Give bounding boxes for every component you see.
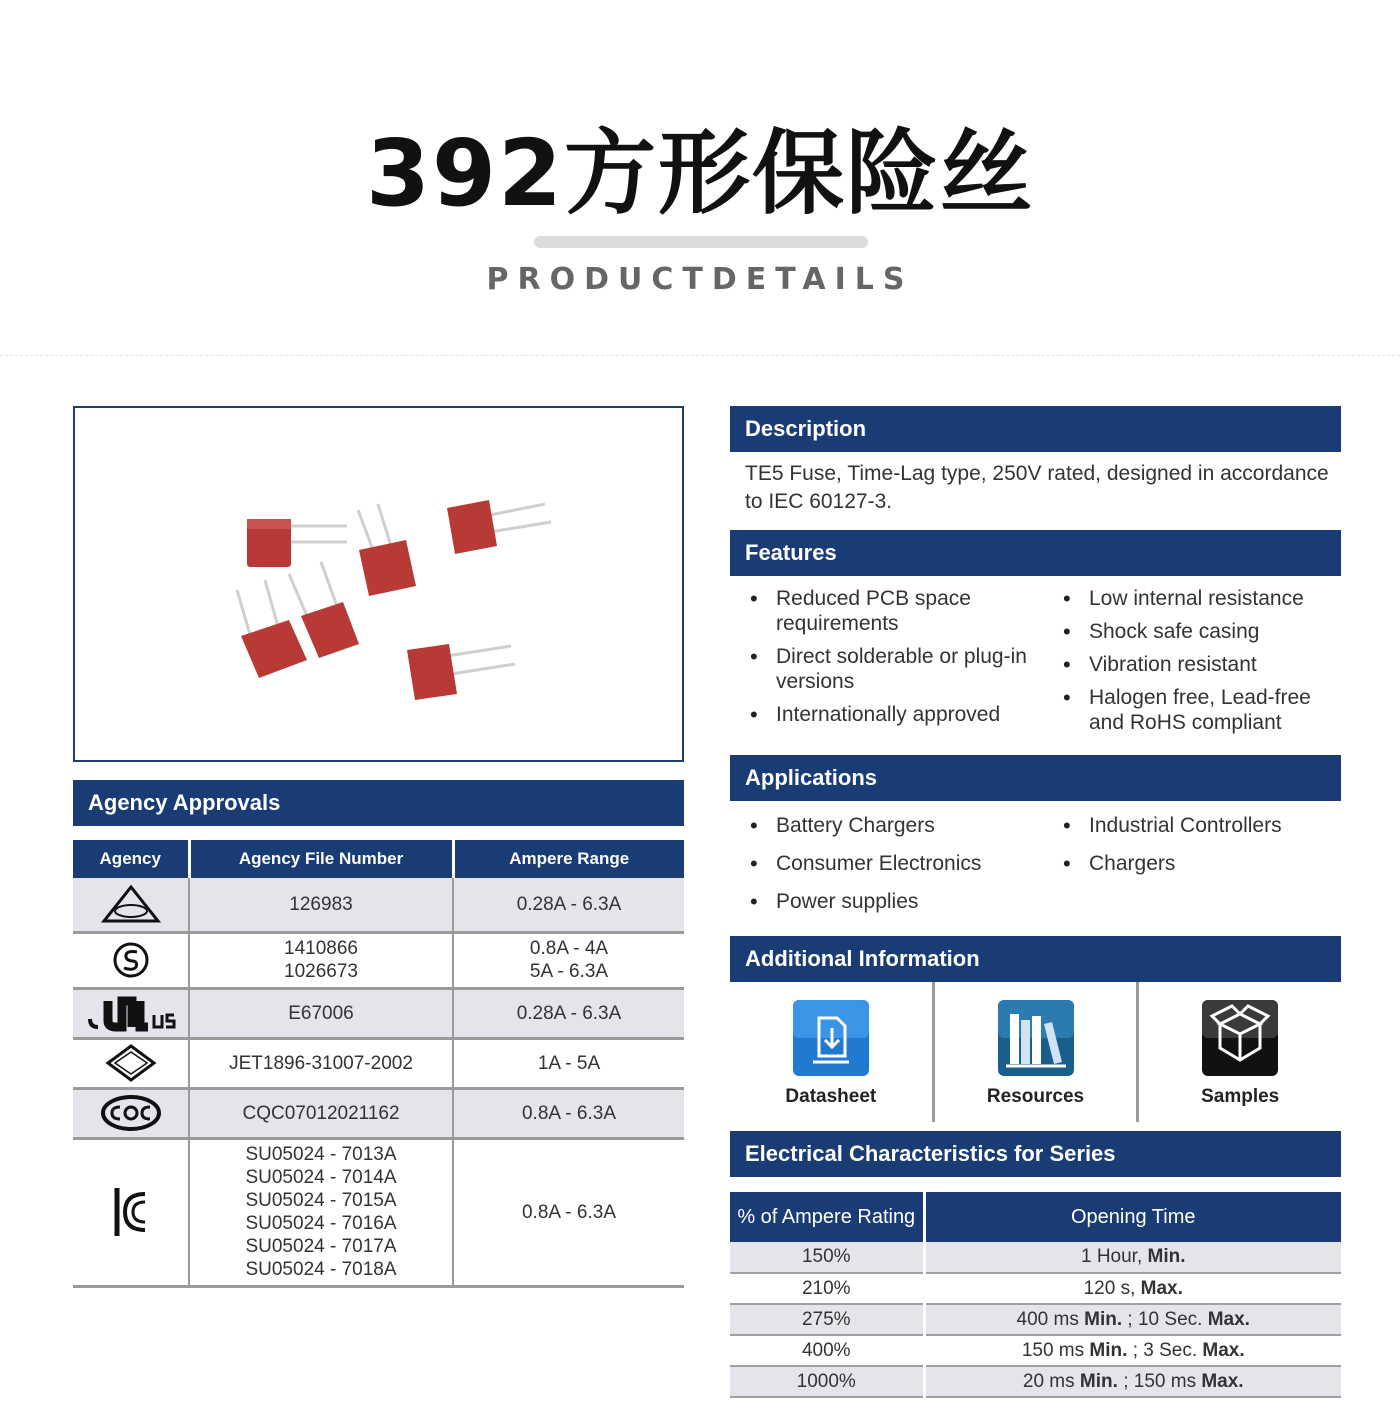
page-subtitle: PRODUCTDETAILS [486,262,914,297]
opening-time-qualifier: Min. [1147,1246,1186,1267]
additional-info-links [730,982,1341,1122]
opening-time-value: 1 Hour, [1080,1246,1148,1267]
samples-label: Samples [1201,1086,1280,1107]
agency-logo-cell [73,988,189,1038]
ampere-rating: 275% [730,1304,924,1335]
opening-time [924,1366,1341,1397]
table-row [73,1138,684,1286]
agency-logo-cell [73,932,189,988]
ampere-range [453,932,684,988]
ampere-range-line: 5A - 6.3A [529,961,609,982]
opening-time-qualifier: Min. [1089,1339,1128,1361]
table-row [73,878,684,932]
vde-logo-icon [101,884,161,924]
ampere-rating: 1000% [730,1366,924,1397]
feature-item: • Vibration resistant [1063,652,1338,677]
file-number [189,932,453,988]
kc-logo-icon [111,1184,151,1240]
column-header: Agency File Number [189,840,453,878]
file-number-line: SU05024 - 7016A [245,1213,397,1234]
application-item: • Battery Chargers [750,813,1040,838]
table-row [73,932,684,988]
feature-item: • Shock safe casing [1063,619,1338,644]
page-title: 392方形保险丝 [365,120,1035,227]
title-underline [534,236,868,248]
opening-time-qualifier: Min. [1079,1370,1118,1392]
table-row [730,1366,1341,1397]
feature-item: • Reduced PCB space requirements [750,586,1040,636]
opening-time-value: 150 ms [1021,1339,1090,1361]
opening-time [924,1335,1341,1366]
ampere-range: 1A - 5A [453,1038,684,1088]
applications-list-right [1063,813,1338,889]
opening-time-qualifier: Max. [1201,1370,1244,1392]
application-item: • Power supplies [750,889,1040,914]
features-list-left [750,586,1040,735]
application-item: • Consumer Electronics [750,851,1040,876]
agency-logo-cell [73,1138,189,1286]
electrical-table [730,1192,1341,1398]
feature-item: • Internationally approved [750,702,1040,727]
opening-time [924,1304,1341,1335]
file-number-line: SU05024 - 7017A [245,1236,397,1257]
opening-time-qualifier: Max. [1140,1277,1183,1299]
agency-logo-cell [73,1088,189,1138]
opening-time-qualifier: Max. [1202,1339,1245,1361]
agency-table [73,840,684,1288]
pse-logo-icon [105,1043,157,1083]
agency-approvals-header: Agency Approvals [73,780,684,826]
additional-info-header: Additional Information [730,936,1341,982]
opening-time-value: 120 s, [1083,1277,1141,1299]
samples-link[interactable] [1139,982,1341,1122]
datasheet-label: Datasheet [785,1086,877,1107]
ampere-range: 0.28A - 6.3A [453,988,684,1038]
applications-header: Applications [730,755,1341,801]
fuse-product-image [75,408,682,760]
file-number: 126983 [189,878,453,932]
file-number: E67006 [189,988,453,1038]
feature-item: • Direct solderable or plug-in versions [750,644,1040,694]
fuse-component [247,519,347,567]
opening-time-value: 20 ms [1022,1370,1080,1392]
cul-us-logo-icon [86,993,176,1033]
ampere-rating: 400% [730,1335,924,1366]
file-number [189,1138,453,1286]
file-number-line: 1026673 [284,961,358,982]
electrical-table-body [730,1242,1341,1397]
file-number-line: 1410866 [284,938,358,959]
opening-time-value: ; 3 Sec. [1127,1339,1203,1361]
electrical-header: Electrical Characteristics for Series [730,1131,1341,1177]
datasheet-icon [793,1000,869,1076]
column-header: Ampere Range [453,840,684,878]
opening-time-value: ; 10 Sec. [1122,1308,1208,1330]
applications-list-left [750,813,1040,927]
resources-label: Resources [986,1086,1085,1107]
opening-time-qualifier: Min. [1084,1308,1123,1330]
table-row [730,1304,1341,1335]
agency-logo-cell [73,878,189,932]
file-number: JET1896-31007-2002 [189,1038,453,1088]
column-header: % of Ampere Rating [730,1192,924,1242]
agency-logo-cell [73,1038,189,1088]
ampere-range-line: 0.8A - 4A [529,938,609,959]
ampere-range: 0.28A - 6.3A [453,878,684,932]
file-number: CQC07012021162 [189,1088,453,1138]
file-number-line: SU05024 - 7018A [245,1259,397,1280]
fuse-component [358,504,416,596]
cqc-logo-icon [100,1093,162,1133]
datasheet-link[interactable] [730,982,935,1122]
resources-link[interactable] [935,982,1140,1122]
resources-icon [998,1000,1074,1076]
opening-time-value: ; 150 ms [1117,1370,1202,1392]
file-number-line: SU05024 - 7013A [245,1144,397,1165]
ampere-rating: 150% [730,1242,924,1273]
table-row [73,988,684,1038]
table-row [73,1088,684,1138]
table-row [730,1273,1341,1304]
features-header: Features [730,530,1341,576]
fuse-component [407,644,515,700]
file-number-line: SU05024 - 7015A [245,1190,397,1211]
description-text: TE5 Fuse, Time-Lag type, 250V rated, designed in accordance to IEC 60127-3. [745,462,1329,513]
feature-item: • Halogen free, Lead-free and RoHS compliant [1063,685,1338,735]
fuse-component [447,500,551,554]
ampere-rating: 210% [730,1273,924,1304]
opening-time [924,1273,1341,1304]
application-item: • Industrial Controllers [1063,813,1338,838]
semko-s-logo-icon [111,940,151,980]
ampere-range: 0.8A - 6.3A [453,1088,684,1138]
ampere-range: 0.8A - 6.3A [453,1138,684,1286]
product-photo [73,406,684,762]
column-header: Agency [73,840,189,878]
opening-time-qualifier: Max. [1207,1308,1250,1330]
description-header: Description [730,406,1341,452]
column-header: Opening Time [924,1192,1341,1242]
samples-icon [1202,1000,1278,1076]
table-row [730,1242,1341,1273]
file-number-line: SU05024 - 7014A [245,1167,397,1188]
opening-time-value: 400 ms [1016,1308,1085,1330]
table-row [73,1038,684,1088]
features-list-right [1063,586,1338,743]
table-row [730,1335,1341,1366]
application-item: • Chargers [1063,851,1338,876]
feature-item: • Low internal resistance [1063,586,1338,611]
opening-time [924,1242,1341,1273]
divider [0,355,1400,356]
